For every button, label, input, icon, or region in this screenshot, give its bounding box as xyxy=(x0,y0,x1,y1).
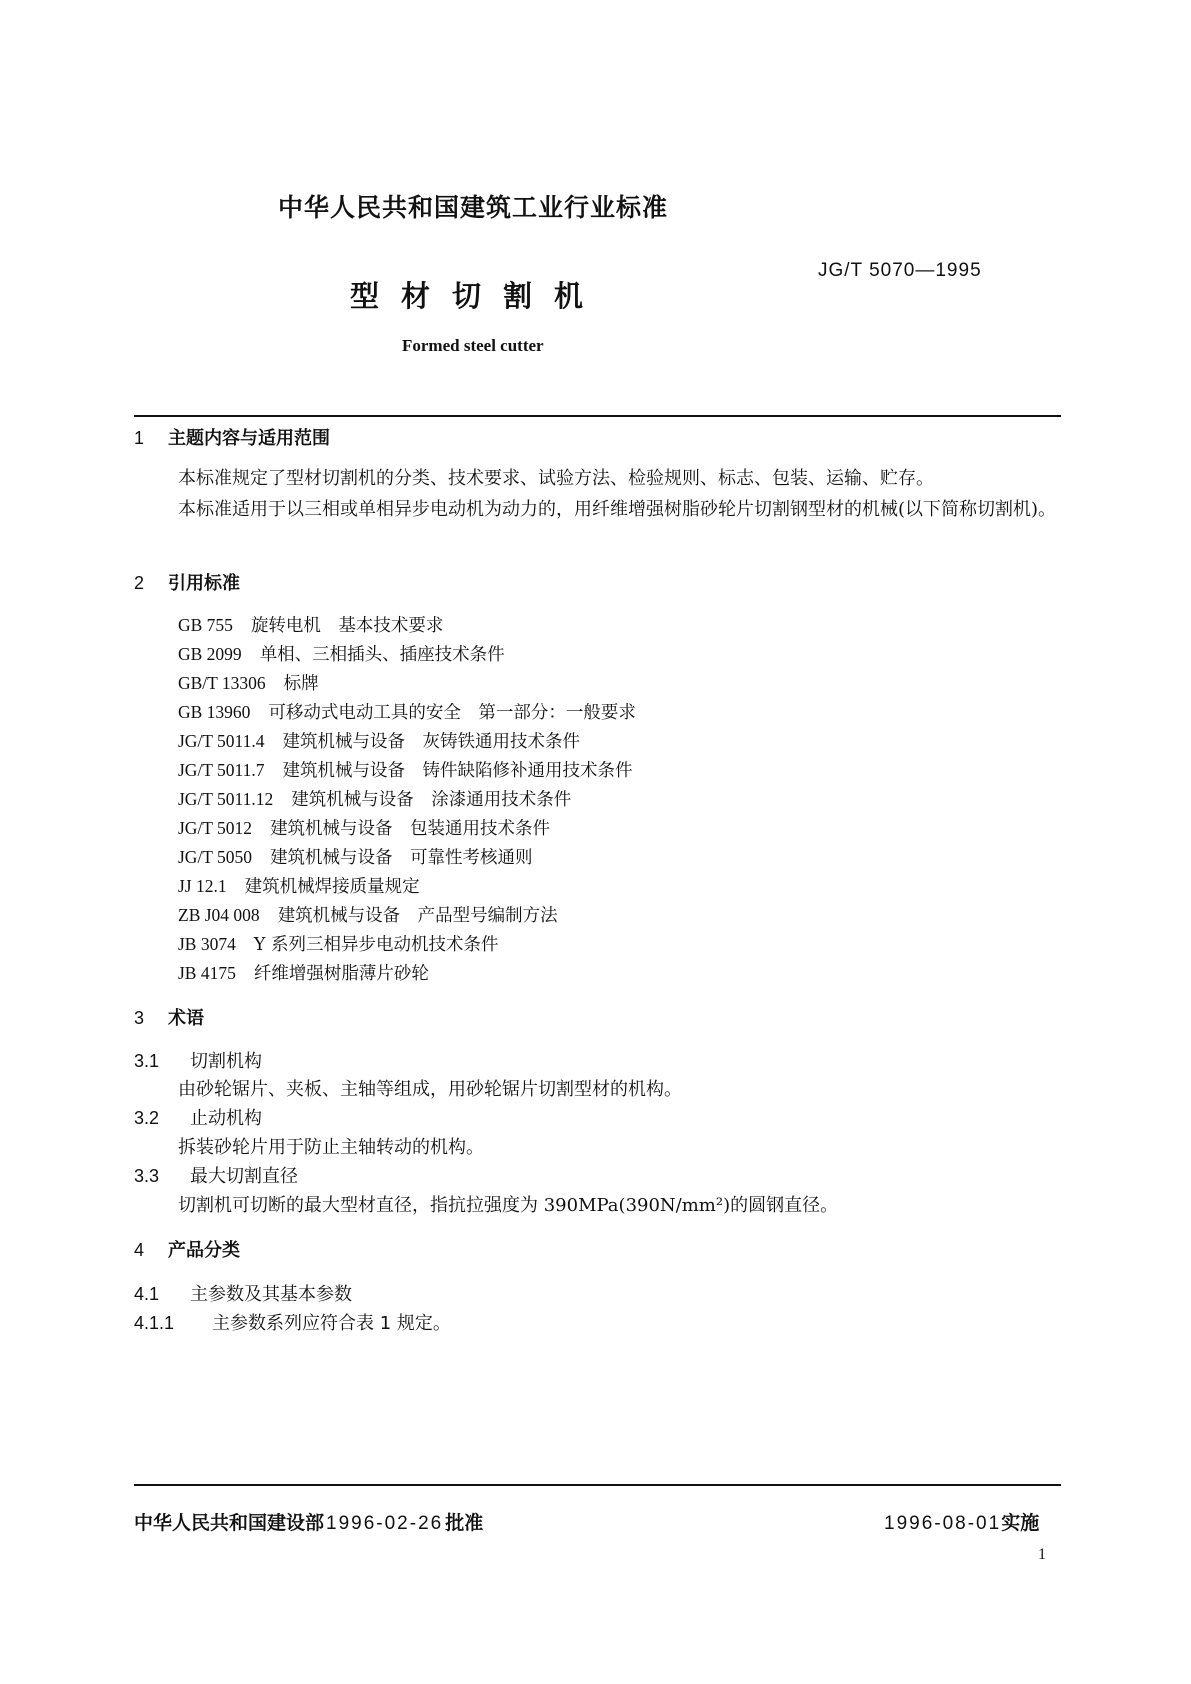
section-heading: 4 产品分类 xyxy=(134,1240,240,1261)
section-heading: 3 术语 xyxy=(134,1008,204,1029)
reference-item: JJ 12.1 建筑机械焊接质量规定 xyxy=(178,876,420,897)
reference-item: JG/T 5012 建筑机械与设备 包装通用技术条件 xyxy=(178,818,551,839)
term-definition: 拆装砂轮片用于防止主轴转动的机构。 xyxy=(178,1137,484,1158)
subsection-heading: 4.1.1 主参数系列应符合表 1 规定。 xyxy=(134,1313,451,1334)
header-divider xyxy=(134,415,1061,417)
section-heading: 2 引用标准 xyxy=(134,573,240,594)
standard-number: JG/T 5070—1995 xyxy=(818,260,982,281)
term-heading: 3.1 切割机构 xyxy=(134,1051,262,1072)
footer-divider xyxy=(134,1484,1061,1486)
term-definition: 切割机可切断的最大型材直径，指抗拉强度为 390MPa(390N/mm²)的圆钢直径。 xyxy=(178,1195,839,1216)
paragraph: 本标准适用于以三相或单相异步电动机为动力的，用纤维增强树脂砂轮片切割钢型材的机械(以下简称切割机)。 xyxy=(178,499,1057,520)
reference-item: JB 3074 Y 系列三相异步电动机技术条件 xyxy=(178,934,499,955)
document-title: 型材切割机 xyxy=(350,279,606,313)
reference-item: JG/T 5011.4 建筑机械与设备 灰铸铁通用技术条件 xyxy=(178,731,581,752)
reference-item: JG/T 5011.12 建筑机械与设备 涂漆通用技术条件 xyxy=(178,789,572,810)
reference-item: GB 13960 可移动式电动工具的安全 第一部分：一般要求 xyxy=(178,702,636,723)
section-heading: 1 主题内容与适用范围 xyxy=(134,428,330,449)
page-number: 1 xyxy=(1038,1546,1046,1563)
term-heading: 3.3 最大切割直径 xyxy=(134,1166,298,1187)
approval-line: 中华人民共和国建设部 1996-02-26 批准 xyxy=(134,1512,484,1534)
reference-item: GB/T 13306 标牌 xyxy=(178,673,319,694)
org-title: 中华人民共和国建筑工业行业标准 xyxy=(278,193,669,222)
reference-item: JG/T 5050 建筑机械与设备 可靠性考核通则 xyxy=(178,847,533,868)
paragraph: 本标准规定了型材切割机的分类、技术要求、试验方法、检验规则、标志、包装、运输、贮存。 xyxy=(178,468,934,489)
term-heading: 3.2 止动机构 xyxy=(134,1108,262,1129)
reference-item: GB 755 旋转电机 基本技术要求 xyxy=(178,615,444,636)
reference-item: ZB J04 008 建筑机械与设备 产品型号编制方法 xyxy=(178,905,558,926)
effective-date-line: 1996-08-01实施 xyxy=(884,1512,1040,1534)
term-definition: 由砂轮锯片、夹板、主轴等组成，用砂轮锯片切割型材的机构。 xyxy=(178,1079,682,1100)
english-title: Formed steel cutter xyxy=(402,336,544,355)
reference-item: GB 2099 单相、三相插头、插座技术条件 xyxy=(178,644,505,665)
subsection-heading: 4.1 主参数及其基本参数 xyxy=(134,1284,352,1305)
reference-item: JB 4175 纤维增强树脂薄片砂轮 xyxy=(178,963,429,984)
reference-item: JG/T 5011.7 建筑机械与设备 铸件缺陷修补通用技术条件 xyxy=(178,760,633,781)
